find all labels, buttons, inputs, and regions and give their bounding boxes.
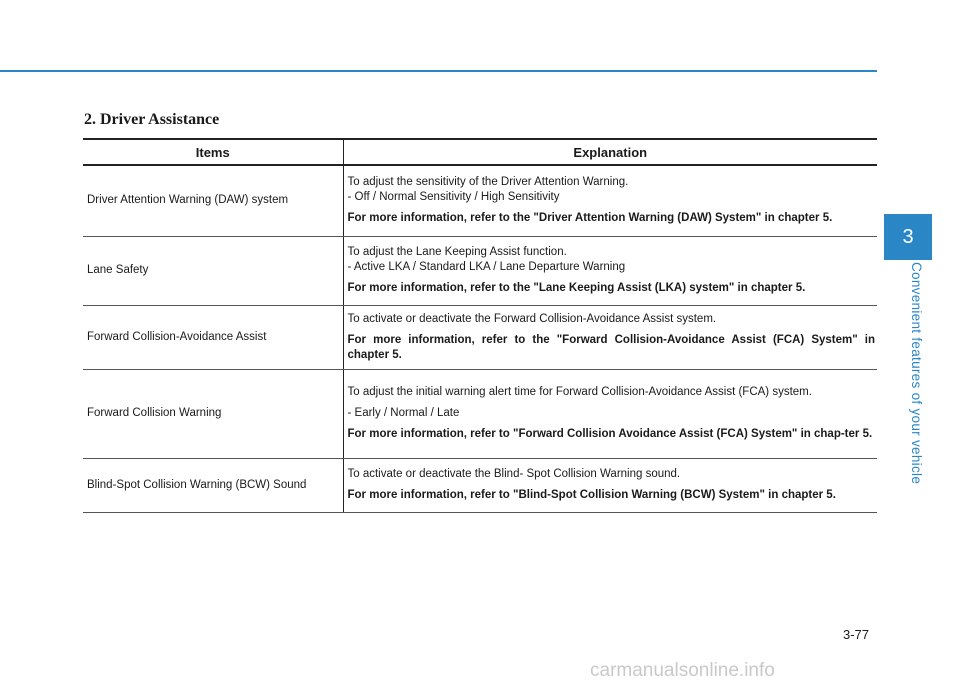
explanation-options: - Off / Normal Sensitivity / High Sensitivity — [347, 191, 560, 204]
page-number: 3-77 — [843, 627, 870, 642]
explanation-options: - Early / Normal / Late — [347, 407, 460, 419]
table-row — [83, 165, 877, 236]
table-row — [83, 369, 877, 458]
explanation-reference: For more information, refer to the "Lane Keeping Assist (LKA) system" in chapter 5. — [347, 282, 806, 294]
row-item: Forward Collision Warning — [83, 369, 343, 458]
table-row — [83, 305, 877, 369]
column-header-items: Items — [83, 139, 343, 165]
explanation-line: To adjust the initial warning alert time for Forward Collision-Avoidance Assist (FCA) system. — [347, 386, 812, 398]
explanation-line: To activate or deactivate the Blind- Spot Collision Warning sound. — [347, 468, 681, 480]
row-explanation — [343, 369, 877, 458]
row-explanation — [343, 305, 877, 369]
explanation-reference: For more information, refer to "Forward Collision Avoidance Assist (FCA) System" in chap-ter 5. — [347, 428, 873, 440]
explanation-line: To adjust the sensitivity of the Driver Attention Warning. — [347, 176, 629, 189]
table-row — [83, 458, 877, 512]
explanation-reference: For more information, refer to the "Driver Attention Warning (DAW) System" in chapter 5. — [347, 212, 833, 225]
table-row — [83, 236, 877, 305]
section-title: 2. Driver Assistance — [84, 111, 220, 128]
column-header-explanation: Explanation — [343, 139, 877, 165]
row-explanation — [343, 458, 877, 512]
explanation-options: - Active LKA / Standard LKA / Lane Departure Warning — [347, 261, 626, 273]
watermark-text: carmanualsonline.info — [590, 660, 775, 681]
row-item: Blind-Spot Collision Warning (BCW) Sound — [83, 458, 343, 512]
explanation-reference: For more information, refer to "Blind-Spot Collision Warning (BCW) System" in chapter 5. — [347, 489, 836, 501]
row-explanation — [343, 165, 877, 236]
table-header-row — [83, 139, 877, 165]
explanation-line: To adjust the Lane Keeping Assist function. — [347, 246, 567, 258]
row-item: Driver Attention Warning (DAW) system — [83, 165, 343, 236]
row-item: Forward Collision-Avoidance Assist — [83, 305, 343, 369]
row-item: Lane Safety — [83, 236, 343, 305]
header-rule — [0, 70, 877, 72]
chapter-title: Convenient features of your vehicle — [909, 262, 924, 485]
explanation-reference: For more information, refer to the "Forward Collision-Avoidance Assist (FCA) System" in chapter 5. — [347, 333, 875, 361]
row-explanation — [343, 236, 877, 305]
chapter-tab: 3 — [884, 214, 932, 260]
settings-table — [83, 138, 877, 513]
explanation-line: To activate or deactivate the Forward Collision-Avoidance Assist system. — [347, 312, 717, 325]
